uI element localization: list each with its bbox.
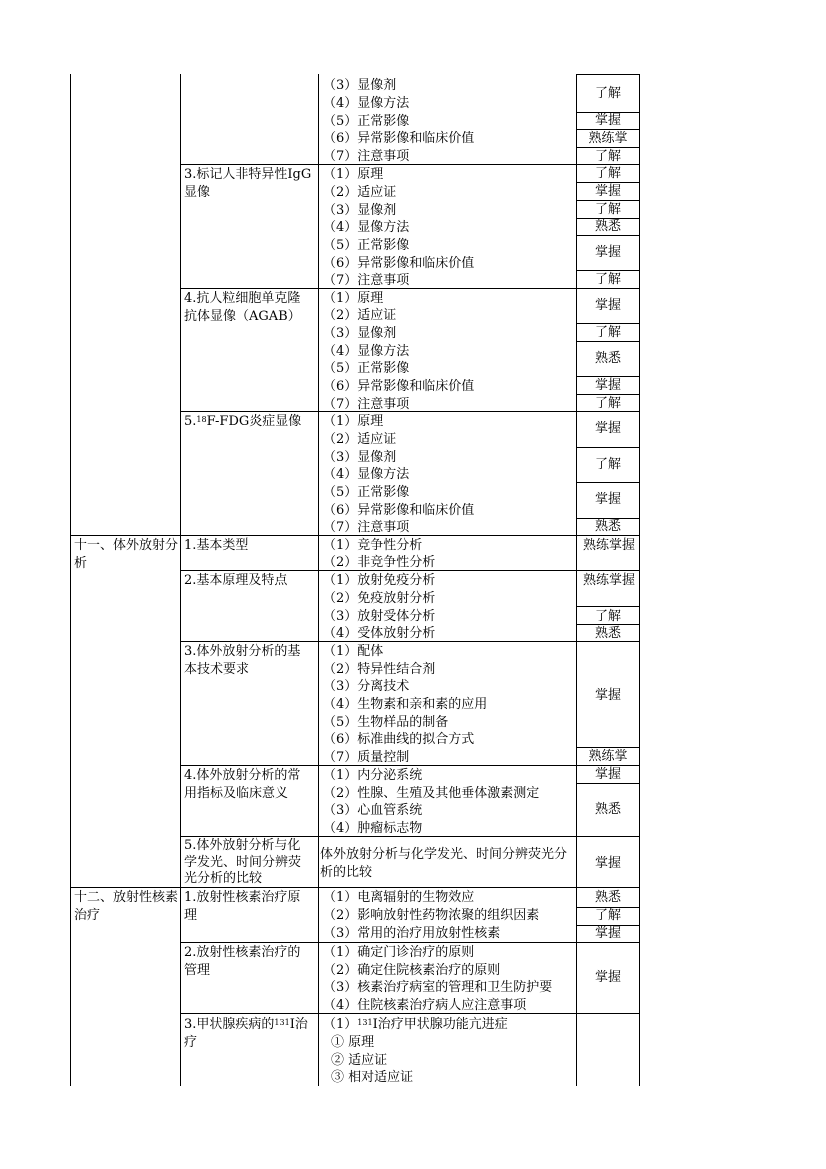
row-divider [180,288,640,289]
content-item: （7）注意事项 [323,273,410,288]
content-item: （6）异常影像和临床价值 [323,379,475,394]
level-label: 了解 [594,396,621,411]
level-label: 熟练掌握 [583,538,636,553]
unit-label: 5.体外放射分析与化学发光、时间分辨荧光分析的比较 [184,838,302,886]
content-subitem: ② 适应证 [331,1053,388,1068]
content-item: （2）适应证 [323,185,397,200]
row-divider [180,765,640,766]
content-item: 体外放射分析与化学发光、时间分辨荧光分析的比较 [320,847,568,880]
content-item: （1）配体 [323,644,384,659]
row-divider [180,164,640,165]
level-divider [576,783,640,784]
content-item: （1）原理 [323,414,384,429]
level-label: 掌握 [594,492,621,507]
row-divider [180,411,640,412]
level-label: 了解 [594,457,621,472]
level-label: 掌握 [594,970,621,985]
level-divider [576,394,640,395]
level-label: 掌握 [594,113,621,128]
content-item: （1）竞争性分析 [323,538,423,553]
unit-label: 1.放射性核素治疗原理 [184,890,301,923]
content-item: （4）肿瘤标志物 [323,821,423,836]
unit-label: 3.标记人非特异性IgG显像 [184,167,312,200]
level-label: 熟悉 [594,351,621,366]
level-divider [576,200,640,201]
content-item: （3）心血管系统 [323,803,423,818]
content-item: （2）影响放射性药物浓聚的组织因素 [323,908,540,923]
content-item: （4）住院核素治疗病人应注意事项 [323,998,527,1013]
level-divider [576,129,640,130]
content-item: （3）显像剂 [323,203,397,218]
row-divider [70,887,640,888]
level-label: 熟练掌 [588,131,628,146]
content-item: （3）常用的治疗用放射性核素 [323,926,501,941]
content-item: （1）原理 [323,291,384,306]
unit-label: 1.基本类型 [184,538,249,553]
content-item: （1）放射免疫分析 [323,573,436,588]
content-item: （6）异常影像和临床价值 [323,256,475,271]
content-item: （4）显像方法 [323,344,410,359]
unit-label: 3.体外放射分析的基本技术要求 [184,644,301,677]
level-divider [576,74,640,75]
level-divider [576,270,640,271]
content-item: （7）质量控制 [323,750,410,765]
level-label: 熟练掌 [588,749,628,764]
content-item: （3）显像剂 [323,78,397,93]
content-item: （5）正常影像 [323,485,410,500]
content-item: （3）显像剂 [323,326,397,341]
unit-label: 2.基本原理及特点 [184,573,288,588]
level-label: 了解 [594,908,621,923]
table-divider-category [180,74,181,1086]
level-label: 了解 [594,149,621,164]
level-divider [576,747,640,748]
content-item: （3）显像剂 [323,450,397,465]
level-label: 了解 [594,325,621,340]
level-divider [576,482,640,483]
level-label: 掌握 [594,184,621,199]
content-item: $(1)^{131}I$治疗甲状腺功能亢进症 [323,1017,508,1032]
level-label: 掌握 [594,856,621,871]
content-item: （2）非竞争性分析 [323,555,436,570]
unit-label: 3.甲状腺疾病的$^{131}$I治疗 [184,1017,308,1050]
unit-label: 5.18F-FDG炎症显像 [184,414,302,429]
level-label: 了解 [594,166,621,181]
content-item: （3）放射受体分析 [323,609,436,624]
content-item: （5）正常影像 [323,238,410,253]
level-label: 掌握 [594,421,621,436]
level-divider [576,341,640,342]
level-label: 了解 [594,609,621,624]
category-label: 十一、体外放射分析 [74,538,179,571]
content-item: （2）确定住院核素治疗的原则 [323,963,501,978]
level-label: 熟悉 [594,802,621,817]
content-item: （4）受体放射分析 [323,626,436,641]
content-item: （7）注意事项 [323,149,410,164]
content-item: （1）原理 [323,167,384,182]
content-item: （4）显像方法 [323,467,410,482]
level-label: 掌握 [594,378,621,393]
level-label: 熟悉 [594,626,621,641]
content-subitem: ① 原理 [331,1035,375,1050]
level-label: 掌握 [594,298,621,313]
content-item: （6）异常影像和临床价值 [323,503,475,518]
level-label: 熟悉 [594,890,621,905]
level-label: 熟悉 [594,219,621,234]
unit-label: 4.抗人粒细胞单克隆抗体显像（AGAB） [184,291,301,324]
level-divider [576,447,640,448]
table-border-right [639,74,640,1086]
content-item: （2）适应证 [323,308,397,323]
content-item: （7）注意事项 [323,397,410,412]
level-divider [576,376,640,377]
content-item: （6）异常影像和临床价值 [323,131,475,146]
level-label: 了解 [594,272,621,287]
content-item: （4）显像方法 [323,96,410,111]
level-label: 掌握 [594,926,621,941]
content-item: （3）分离技术 [323,679,410,694]
level-divider [576,235,640,236]
content-item: （1）电离辐射的生物效应 [323,890,475,905]
content-item: （3）核素治疗病室的管理和卫生防护要 [323,980,553,995]
content-subitem: ③ 相对适应证 [331,1070,414,1085]
content-item: （2）性腺、生殖及其他垂体激素测定 [323,786,540,801]
content-item: （7）注意事项 [323,520,410,535]
level-divider [576,323,640,324]
content-item: （6）标准曲线的拟合方式 [323,732,475,747]
content-item: （4）生物素和亲和素的应用 [323,697,488,712]
level-label: 掌握 [594,767,621,782]
level-divider [576,147,640,148]
content-item: （2）适应证 [323,432,397,447]
content-item: （5）正常影像 [323,114,410,129]
table-divider-unit [318,74,319,1086]
level-label: 了解 [594,202,621,217]
content-item: （5）正常影像 [323,361,410,376]
content-item: （1）确定门诊治疗的原则 [323,945,475,960]
content-item: （2）免疫放射分析 [323,591,436,606]
unit-label: 4.体外放射分析的常用指标及临床意义 [184,768,301,801]
level-label: 熟练掌握 [583,573,636,588]
level-divider [576,624,640,625]
level-label: 掌握 [594,245,621,260]
table-border-left [70,74,71,1086]
level-label: 熟悉 [594,519,621,534]
category-label: 十二、放射性核素治疗 [74,890,179,923]
content-item: （2）特异性结合剂 [323,662,436,677]
content-item: （1）内分泌系统 [323,768,423,783]
content-item: （4）显像方法 [323,220,410,235]
level-label: 了解 [594,86,621,101]
level-divider [576,606,640,607]
unit-label: 2.放射性核素治疗的管理 [184,945,301,978]
content-item: （5）生物样品的制备 [323,715,449,730]
level-label: 掌握 [594,688,621,703]
level-divider [576,182,640,183]
